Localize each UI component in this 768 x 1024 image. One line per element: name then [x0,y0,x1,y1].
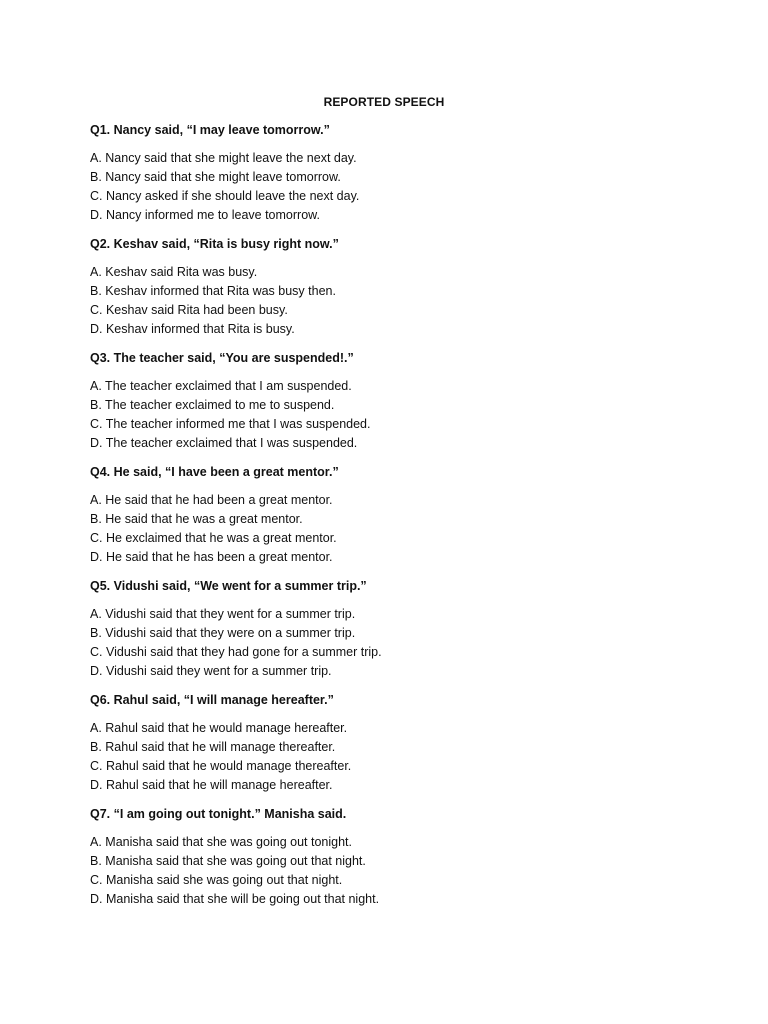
question-block-q2 [90,235,710,339]
option-d: D. Rahul said that he will manage hereafter. [90,778,333,792]
option-a: A. He said that he had been a great mentor. [90,493,333,507]
option-a: A. The teacher exclaimed that I am suspended. [90,379,352,393]
question-block-q7 [90,805,710,909]
option-b: B. Keshav informed that Rita was busy then. [90,284,336,298]
option-a: A. Keshav said Rita was busy. [90,265,258,279]
option-b: B. Manisha said that she was going out that night. [90,854,366,868]
option-d: D. He said that he has been a great mentor. [90,550,333,564]
question-text: Q4. He said, “I have been a great mentor.” [90,465,339,479]
question-text: Q6. Rahul said, “I will manage hereafter.” [90,693,334,707]
option-b: B. Nancy said that she might leave tomorrow. [90,170,341,184]
question-block-q5 [90,577,710,681]
option-c: C. Manisha said she was going out that night. [90,873,343,887]
question-text: Q5. Vidushi said, “We went for a summer trip.” [90,579,367,593]
page-title: REPORTED SPEECH [323,95,445,109]
option-c: C. Vidushi said that they had gone for a summer trip. [90,645,382,659]
question-text: Q2. Keshav said, “Rita is busy right now.” [90,237,339,251]
option-b: B. Rahul said that he will manage thereafter. [90,740,336,754]
option-b: B. The teacher exclaimed to me to suspend. [90,398,335,412]
option-d: D. Vidushi said they went for a summer trip. [90,664,332,678]
option-b: B. He said that he was a great mentor. [90,512,303,526]
option-a: A. Rahul said that he would manage hereafter. [90,721,348,735]
question-text: Q1. Nancy said, “I may leave tomorrow.” [90,123,330,137]
option-a: A. Manisha said that she was going out tonight. [90,835,352,849]
option-d: D. Nancy informed me to leave tomorrow. [90,208,320,222]
option-b: B. Vidushi said that they were on a summer trip. [90,626,356,640]
option-d: D. Manisha said that she will be going out that night. [90,892,380,906]
question-text: Q3. The teacher said, “You are suspended!.” [90,351,354,365]
question-block-q4 [90,463,710,567]
option-a: A. Nancy said that she might leave the next day. [90,151,357,165]
option-c: C. He exclaimed that he was a great mentor. [90,531,337,545]
option-c: C. The teacher informed me that I was suspended. [90,417,371,431]
option-c: C. Keshav said Rita had been busy. [90,303,288,317]
question-block-q1 [90,121,710,225]
option-a: A. Vidushi said that they went for a summer trip. [90,607,356,621]
question-block-q3 [90,349,710,453]
question-text: Q7. “I am going out tonight.” Manisha said. [90,807,347,821]
option-c: C. Rahul said that he would manage thereafter. [90,759,352,773]
option-c: C. Nancy asked if she should leave the next day. [90,189,360,203]
question-list [90,121,710,919]
option-d: D. The teacher exclaimed that I was suspended. [90,436,358,450]
option-d: D. Keshav informed that Rita is busy. [90,322,295,336]
question-block-q6 [90,691,710,795]
